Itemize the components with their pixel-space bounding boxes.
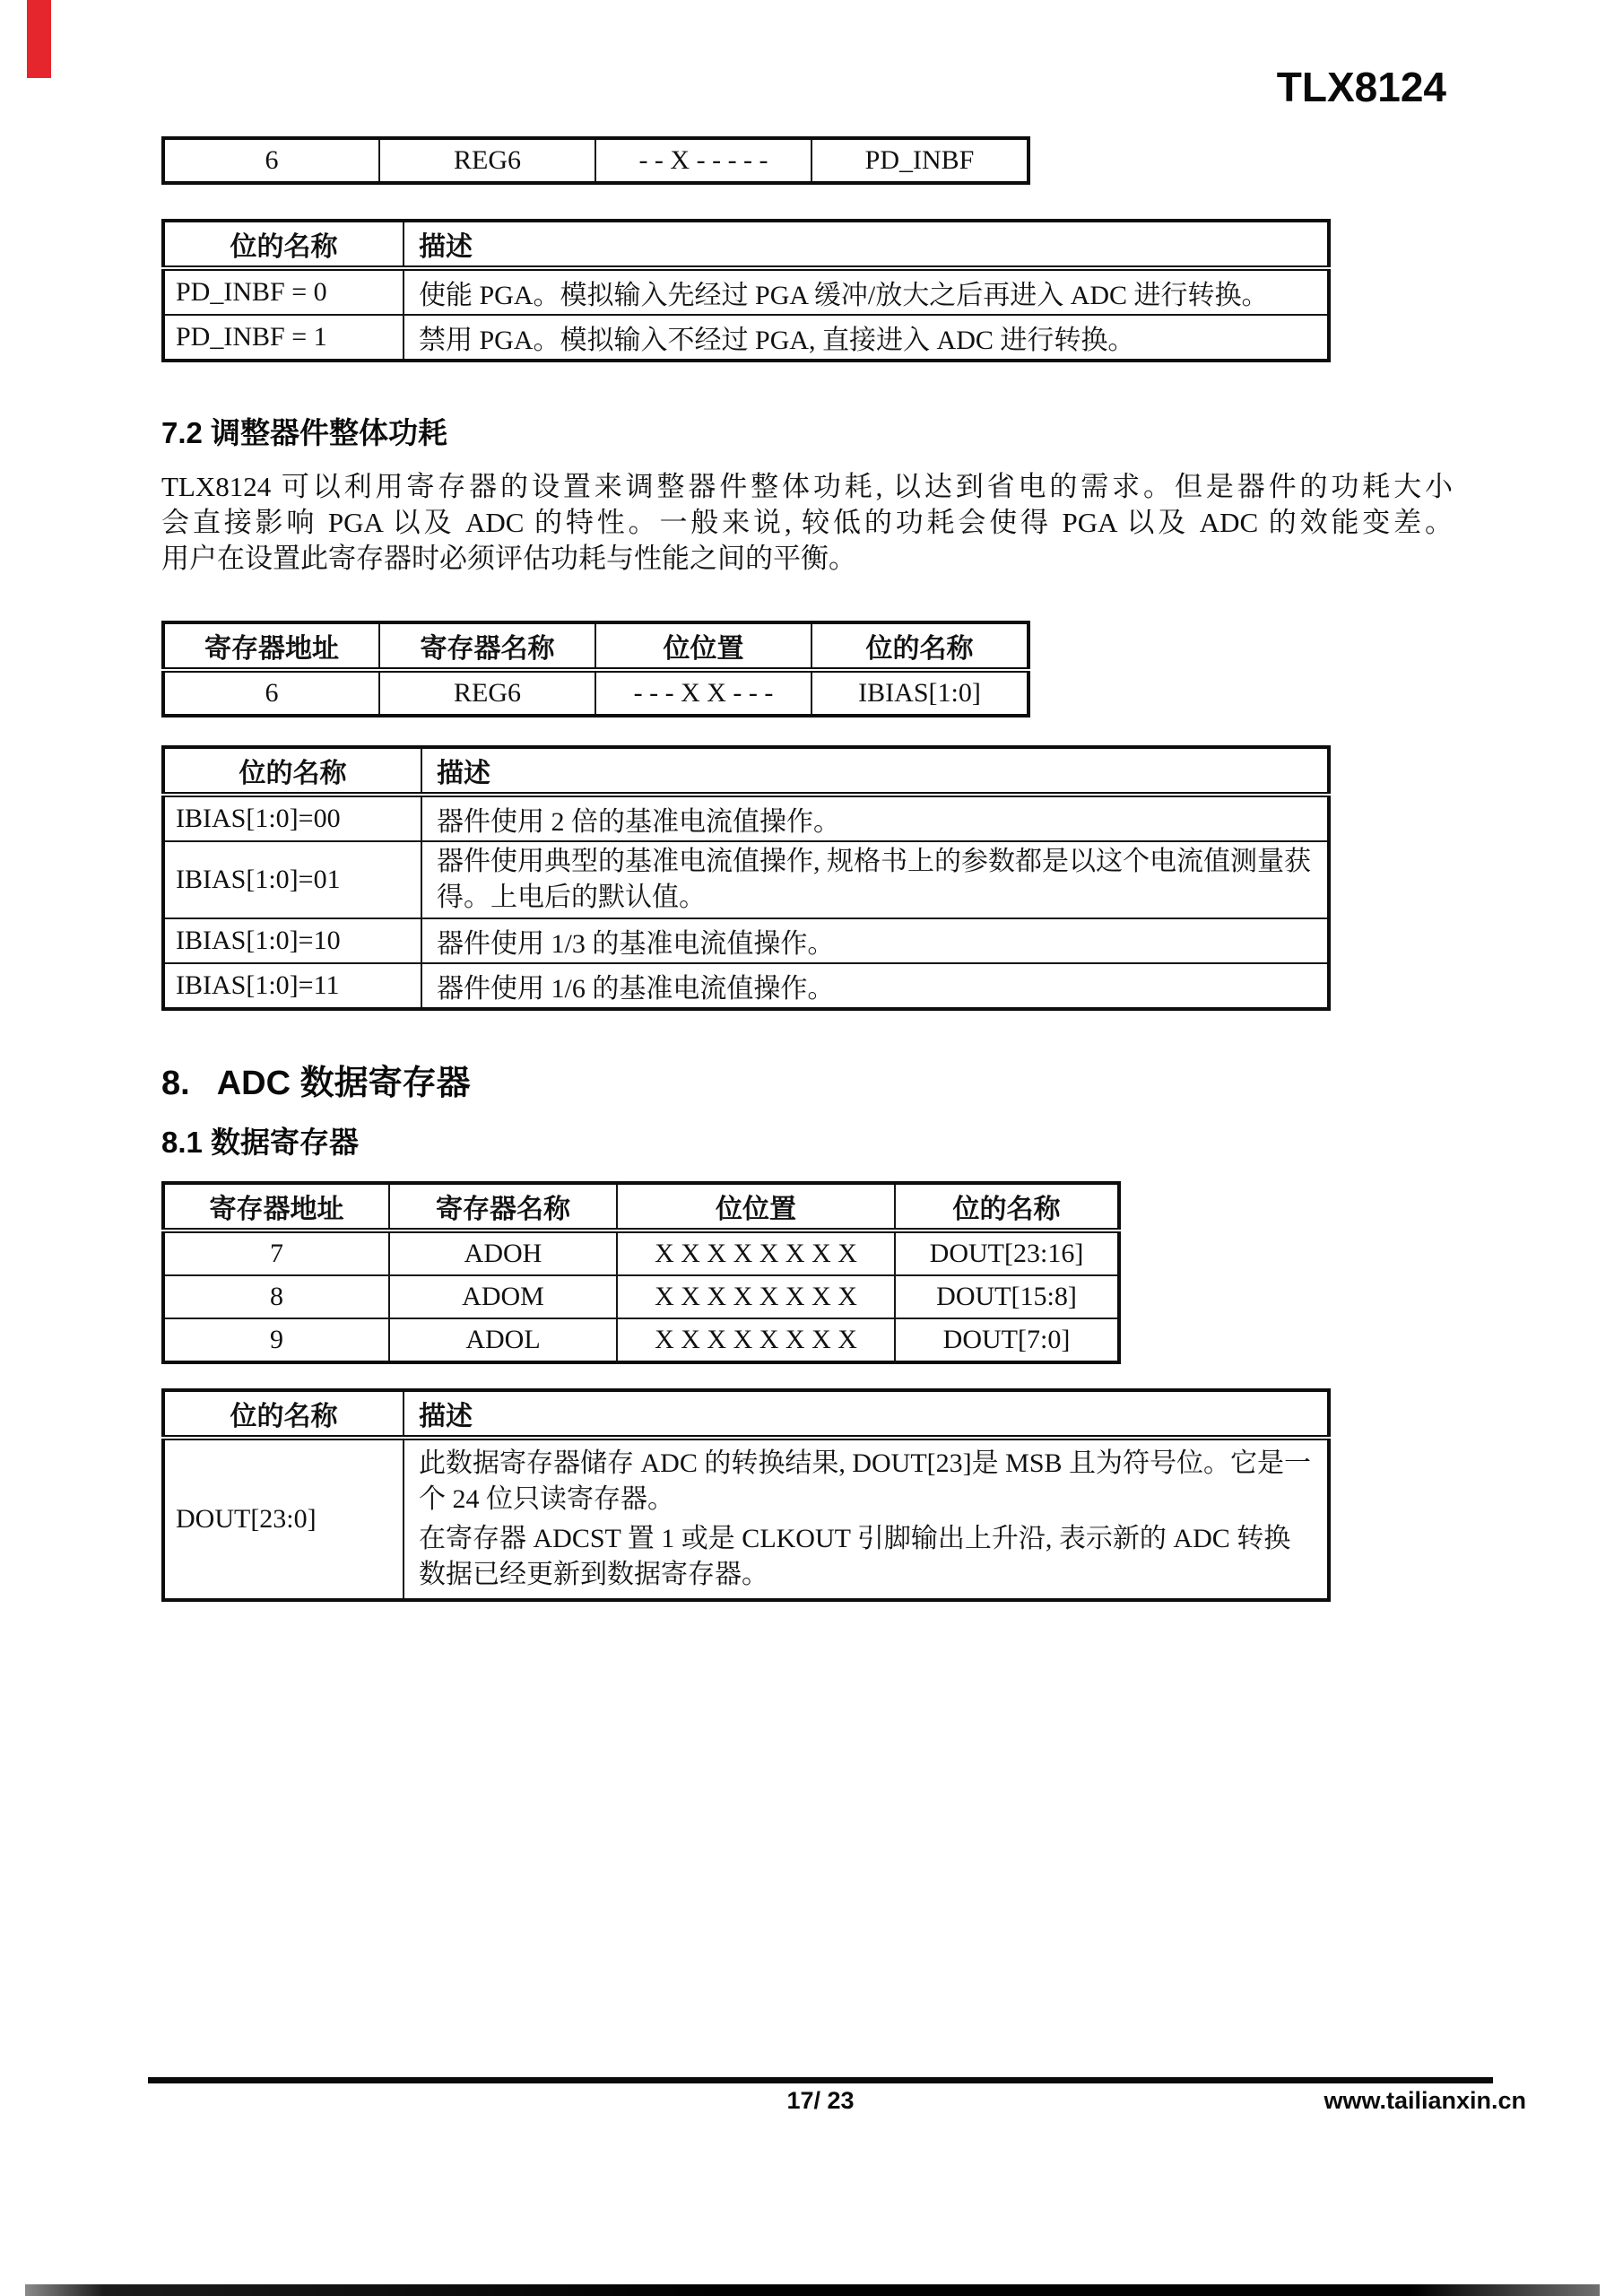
bit-position-cell: - - X - - - - - (595, 138, 812, 183)
reg6-register-table (161, 621, 1030, 718)
table-row (163, 138, 1028, 183)
bit-name-cell: IBIAS[1:0]=01 (163, 841, 421, 918)
bit-name-cell: DOUT[7:0] (895, 1318, 1119, 1362)
section-heading-7-2: 7.2 调整器件整体功耗 (161, 416, 448, 449)
bit-name-cell: IBIAS[1:0]=10 (163, 918, 421, 963)
section-number: 8. (161, 1065, 190, 1102)
table-row (163, 670, 1028, 716)
column-header-bit-position: 位位置 (595, 622, 812, 670)
table-header-row (163, 1183, 1119, 1231)
red-scan-artifact (27, 0, 51, 78)
description-cell (404, 1438, 1329, 1600)
bit-name-cell: IBIAS[1:0]=00 (163, 795, 421, 841)
table-row (163, 268, 1329, 315)
bit-name-cell: DOUT[23:0] (163, 1438, 404, 1600)
bit-position-cell: X X X X X X X X (617, 1275, 895, 1318)
bit-name-cell: DOUT[23:16] (895, 1231, 1119, 1275)
description-cell: 器件使用 2 倍的基准电流值操作。 (421, 795, 1329, 841)
column-header-bit-name: 位的名称 (163, 221, 404, 268)
column-header-reg-address: 寄存器地址 (163, 1183, 389, 1231)
register-row-table (161, 136, 1030, 185)
bit-name-cell: PD_INBF = 0 (163, 268, 404, 315)
table-header-row (163, 747, 1329, 795)
description-paragraph: 此数据寄存器储存 ADC 的转换结果, DOUT[23]是 MSB 且为符号位。它是一个 24 位只读寄存器。 (419, 1448, 1312, 1514)
column-header-reg-name: 寄存器名称 (379, 622, 595, 670)
adc-data-register-table (161, 1181, 1121, 1364)
table-row (163, 1438, 1329, 1600)
column-header-bit-name: 位的名称 (812, 622, 1028, 670)
reg-address-cell: 7 (163, 1231, 389, 1275)
column-header-reg-name: 寄存器名称 (389, 1183, 617, 1231)
bottom-scan-artifact (25, 2284, 1600, 2296)
column-header-bit-name: 位的名称 (895, 1183, 1119, 1231)
table-row (163, 963, 1329, 1009)
bit-name-cell: IBIAS[1:0]=11 (163, 963, 421, 1009)
pd-inbf-description-table (161, 219, 1331, 362)
table-row (163, 1275, 1119, 1318)
description-cell: 器件使用典型的基准电流值操作, 规格书上的参数都是以这个电流值测量获得。上电后的默认值。 (421, 841, 1329, 918)
description-paragraph: 在寄存器 ADCST 置 1 或是 CLKOUT 引脚输出上升沿, 表示新的 ADC 转换数据已经更新到数据寄存器。 (419, 1524, 1291, 1589)
page-number: 17/ 23 (786, 2087, 855, 2114)
section-heading-8-1: 8.1 数据寄存器 (161, 1126, 360, 1159)
reg-name-cell: ADOH (389, 1231, 617, 1275)
paragraph-line: TLX8124 可以利用寄存器的设置来调整器件整体功耗, 以达到省电的需求。但是器件的功耗大小 (161, 471, 1453, 502)
table-row (163, 841, 1329, 918)
column-header-bit-name: 位的名称 (163, 747, 421, 795)
column-header-description: 描述 (421, 747, 1329, 795)
paragraph-line: 会直接影响 PGA 以及 ADC 的特性。一般来说, 较低的功耗会使得 PGA 以及 ADC 的效能变差。 (161, 507, 1453, 538)
column-header-description: 描述 (404, 1390, 1329, 1438)
description-cell: 器件使用 1/3 的基准电流值操作。 (421, 918, 1329, 963)
bit-position-cell: X X X X X X X X (617, 1318, 895, 1362)
reg-name-cell: REG6 (379, 138, 595, 183)
description-cell: 禁用 PGA。模拟输入不经过 PGA, 直接进入 ADC 进行转换。 (404, 315, 1329, 361)
reg-name-cell: ADOM (389, 1275, 617, 1318)
reg-name-cell: REG6 (379, 670, 595, 716)
bit-position-cell: - - - X X - - - (595, 670, 812, 716)
reg-name-cell: ADOL (389, 1318, 617, 1362)
table-header-row (163, 221, 1329, 268)
table-header-row (163, 622, 1028, 670)
ibias-description-table (161, 745, 1331, 1011)
column-header-bit-name: 位的名称 (163, 1390, 404, 1438)
bit-name-cell: PD_INBF = 1 (163, 315, 404, 361)
reg-address-cell: 8 (163, 1275, 389, 1318)
section-title: ADC 数据寄存器 (216, 1065, 471, 1102)
footer-rule (148, 2077, 1493, 2083)
dout-description-table (161, 1388, 1331, 1602)
column-header-description: 描述 (404, 221, 1329, 268)
reg-address-cell: 6 (163, 138, 379, 183)
bit-position-cell: X X X X X X X X (617, 1231, 895, 1275)
table-row (163, 1231, 1119, 1275)
description-cell: 使能 PGA。模拟输入先经过 PGA 缓冲/放大之后再进入 ADC 进行转换。 (404, 268, 1329, 315)
bit-name-cell: PD_INBF (812, 138, 1028, 183)
table-row (163, 918, 1329, 963)
reg-address-cell: 6 (163, 670, 379, 716)
column-header-bit-position: 位位置 (617, 1183, 895, 1231)
description-cell: 器件使用 1/6 的基准电流值操作。 (421, 963, 1329, 1009)
table-row (163, 1318, 1119, 1362)
table-header-row (163, 1390, 1329, 1438)
bit-name-cell: DOUT[15:8] (895, 1275, 1119, 1318)
reg-address-cell: 9 (163, 1318, 389, 1362)
website-link[interactable]: www.tailianxin.cn (1324, 2087, 1526, 2114)
body-paragraph (161, 469, 1453, 577)
table-row (163, 795, 1329, 841)
column-header-reg-address: 寄存器地址 (163, 622, 379, 670)
bit-name-cell: IBIAS[1:0] (812, 670, 1028, 716)
section-heading-8 (161, 1055, 471, 1104)
paragraph-line: 用户在设置此寄存器时必须评估功耗与性能之间的平衡。 (161, 543, 856, 574)
page-title: TLX8124 (1276, 64, 1446, 110)
table-row (163, 315, 1329, 361)
